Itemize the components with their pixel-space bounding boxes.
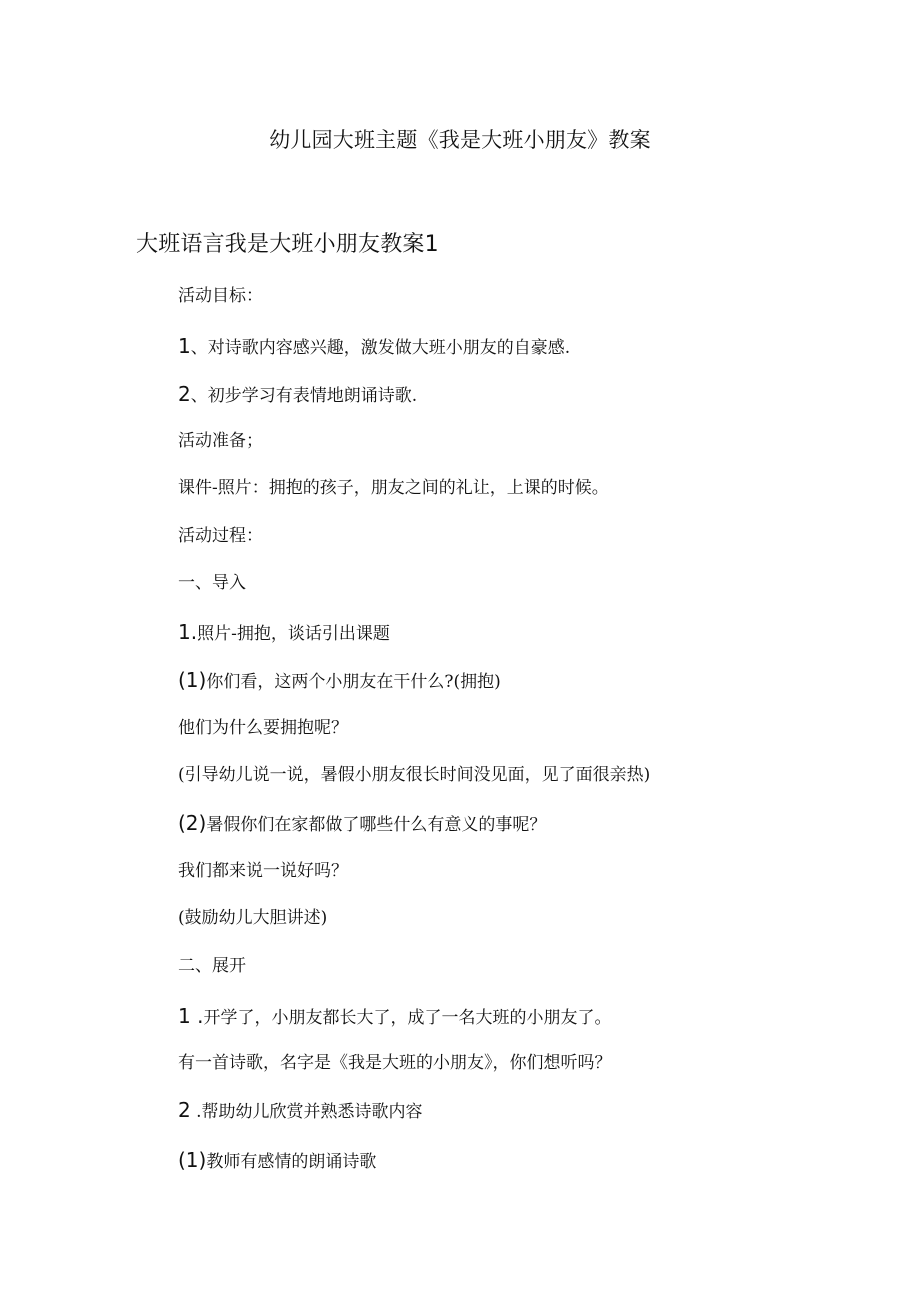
paragraph-goal-2 <box>178 381 417 409</box>
paragraph-text: 有一首诗歌，名字是《我是大班的小朋友》，你们想听吗？ <box>178 1053 612 1073</box>
paragraph-text: 一、导入 <box>178 573 246 593</box>
paragraph-section-intro <box>178 570 246 596</box>
paragraph-activity-process <box>178 523 263 549</box>
paragraph-number: (2) <box>178 811 207 835</box>
paragraph-courseware <box>178 475 609 501</box>
paragraph-lets-talk <box>178 858 348 884</box>
paragraph-text: 二、展开 <box>178 956 246 976</box>
paragraph-why-hug <box>178 715 348 741</box>
paragraph-expand-1 <box>178 1003 611 1031</box>
paragraph-expand-2 <box>178 1097 423 1125</box>
paragraph-text: 、初步学习有表情地朗诵诗歌. <box>190 386 418 406</box>
paragraph-section-expand <box>178 953 246 979</box>
paragraph-text: 我们都来说一说好吗？ <box>178 861 348 881</box>
paragraph-text: 活动目标： <box>178 286 263 306</box>
paragraph-number: 1. <box>178 620 198 644</box>
paragraph-question-1 <box>178 667 501 695</box>
document-title: 幼儿园大班主题《我是大班小朋友》教案 <box>269 128 651 152</box>
paragraph-question-2 <box>178 810 546 838</box>
paragraph-text: 暑假你们在家都做了哪些什么有意义的事呢？ <box>206 815 547 835</box>
paragraph-text: (引导幼儿说一说，暑假小朋友很长时间没见面，见了面很亲热) <box>178 765 651 785</box>
paragraph-intro-1 <box>178 619 390 647</box>
paragraph-text: 活动过程： <box>178 526 263 546</box>
paragraph-poem-intro <box>178 1050 612 1076</box>
section-subtitle: 大班语言我是大班小朋友教案1 <box>136 232 439 257</box>
paragraph-number: (1) <box>178 1148 207 1172</box>
paragraph-text: 活动准备； <box>178 431 263 451</box>
paragraph-number: 2 <box>178 382 191 406</box>
paragraph-number: 1 <box>178 334 191 358</box>
paragraph-goal-1 <box>178 333 570 361</box>
paragraph-guide-note <box>178 762 650 788</box>
paragraph-activity-prep <box>178 428 263 454</box>
paragraph-teacher-recite <box>178 1147 376 1175</box>
paragraph-number: (1) <box>178 668 207 692</box>
paragraph-text: 课件-照片：拥抱的孩子，朋友之间的礼让，上课的时候。 <box>178 478 609 498</box>
paragraph-text: 教师有感情的朗诵诗歌 <box>206 1152 377 1172</box>
paragraph-text: 他们为什么要拥抱呢？ <box>178 718 348 738</box>
paragraph-activity-goals <box>178 283 263 309</box>
paragraph-text: .帮助幼儿欣赏并熟悉诗歌内容 <box>190 1102 423 1122</box>
paragraph-encourage <box>178 905 327 931</box>
paragraph-text: 、对诗歌内容感兴趣，激发做大班小朋友的自豪感. <box>190 338 571 358</box>
paragraph-text: 照片-拥抱，谈话引出课题 <box>197 624 390 644</box>
paragraph-number: 1 . <box>178 1004 204 1028</box>
paragraph-text: 开学了，小朋友都长大了，成了一名大班的小朋友了。 <box>203 1008 612 1028</box>
paragraph-text: 你们看，这两个小朋友在干什么?(拥抱) <box>206 672 501 692</box>
paragraph-text: (鼓励幼儿大胆讲述) <box>178 908 328 928</box>
paragraph-number: 2 <box>178 1098 191 1122</box>
